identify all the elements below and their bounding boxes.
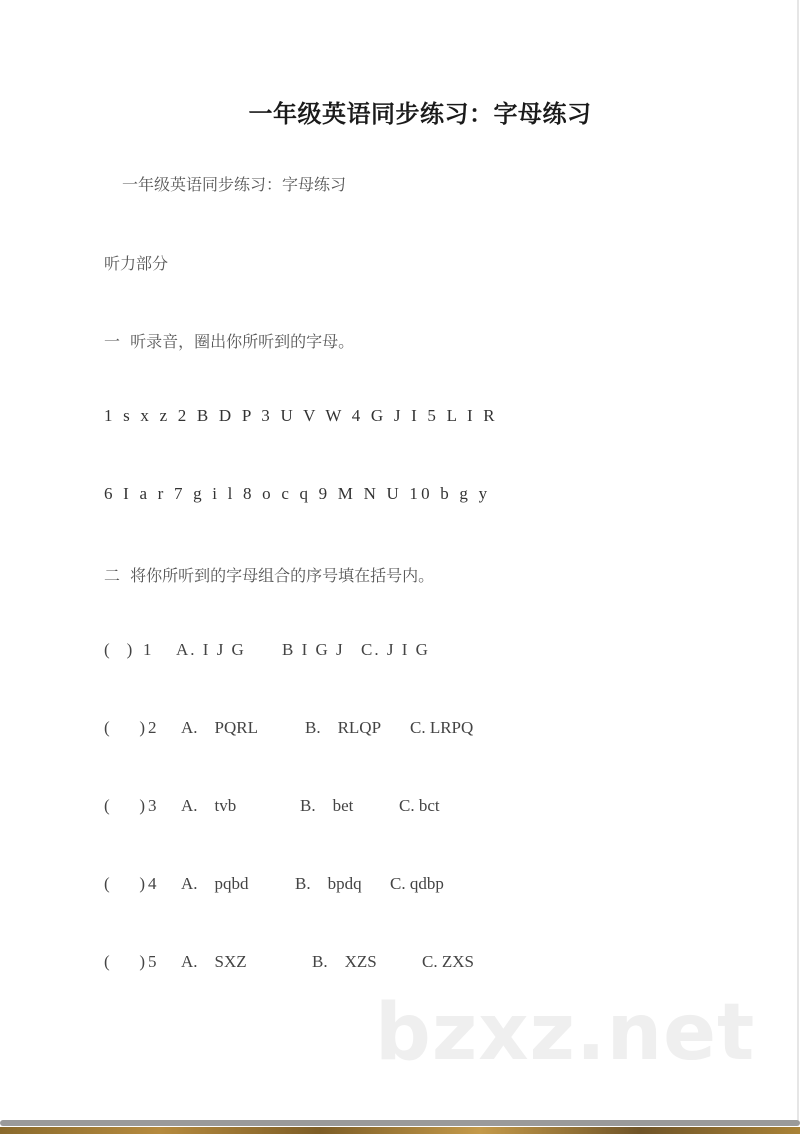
option-c: C. J I G <box>361 640 430 659</box>
option-b: B. RLQP <box>305 718 382 737</box>
option-c: C. ZXS <box>422 952 474 971</box>
answer-bracket[interactable]: ( ) <box>104 796 146 815</box>
option-c: C. LRPQ <box>410 718 474 737</box>
question-number: 1 <box>143 640 152 659</box>
part2-instruction: 二 将你所听到的字母组合的序号填在括号内。 <box>104 566 435 585</box>
watermark: bzxz.net <box>375 988 756 1078</box>
option-b: B. bet <box>300 796 354 815</box>
option-a: A. PQRL <box>181 718 258 737</box>
question-number: 2 <box>148 718 157 737</box>
document-subtitle: 一年级英语同步练习：字母练习 <box>122 175 347 194</box>
option-a: A. pqbd <box>181 874 249 893</box>
question-number: 5 <box>148 952 157 971</box>
background-strip <box>0 1127 800 1134</box>
part1-letters-row1: 1 s x z 2 B D P 3 U V W 4 G J I 5 L I R <box>104 406 498 425</box>
option-c: C. bct <box>399 796 440 815</box>
option-a: A. I J G <box>176 640 246 659</box>
option-b: B. XZS <box>312 952 377 971</box>
option-a: A. tvb <box>181 796 237 815</box>
part1-letters-row2: 6 I a r 7 g i l 8 o c q 9 M N U 10 b g y <box>104 484 491 503</box>
answer-bracket[interactable]: ( ) <box>104 718 146 737</box>
document-title: 一年级英语同步练习：字母练习 <box>248 100 592 128</box>
option-a: A. SXZ <box>181 952 247 971</box>
question-number: 4 <box>148 874 157 893</box>
part1-instruction: 一 听录音，圈出你所听到的字母。 <box>104 332 355 351</box>
option-c: C. qdbp <box>390 874 444 893</box>
option-b: B I G J <box>282 640 345 659</box>
horizontal-scrollbar[interactable] <box>0 1120 800 1126</box>
answer-bracket[interactable]: ( ) <box>104 640 133 659</box>
option-b: B. bpdq <box>295 874 362 893</box>
answer-bracket[interactable]: ( ) <box>104 952 146 971</box>
answer-bracket[interactable]: ( ) <box>104 874 146 893</box>
section-heading: 听力部分 <box>104 254 169 273</box>
question-number: 3 <box>148 796 157 815</box>
